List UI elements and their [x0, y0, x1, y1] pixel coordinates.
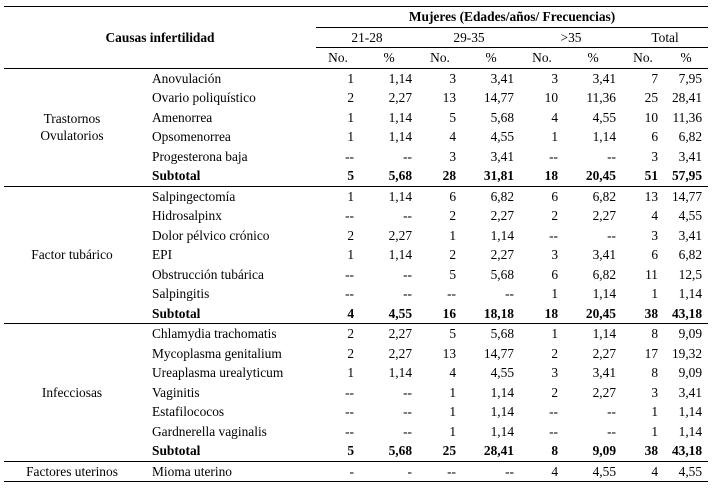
cause-name: Chlamydia trachomatis [152, 326, 277, 342]
percent-cell: 6,82 [592, 188, 617, 204]
count-cell: 4 [520, 461, 564, 482]
percent-cell: 1,14 [490, 227, 515, 243]
percent-cell: 5,68 [490, 109, 515, 125]
percent-cell: 1,14 [388, 129, 413, 145]
infertility-causes-table [4, 6, 708, 482]
count-cell: - [316, 461, 360, 482]
count-cell: 6 [551, 188, 559, 204]
count-cell: 2 [449, 208, 457, 224]
percent-header: % [564, 48, 622, 69]
count-cell: 5 [449, 326, 457, 342]
count-cell: 38 [622, 304, 664, 324]
percent-cell: 2,27 [388, 345, 413, 361]
count-cell: 3 [449, 148, 457, 164]
cause-name: Progesterona baja [152, 148, 248, 164]
count-cell: 1 [551, 129, 559, 145]
group-name: Infecciosas [41, 384, 103, 400]
count-cell: -- [549, 227, 559, 243]
count-cell: 1 [347, 109, 355, 125]
age-group-header: >35 [520, 27, 622, 48]
no-header: No. [418, 48, 462, 69]
count-cell: 2 [347, 90, 355, 106]
percent-header: % [664, 48, 708, 69]
count-cell: 10 [644, 109, 659, 125]
percent-cell: 1,14 [388, 70, 413, 86]
percent-cell: 5,68 [360, 166, 418, 186]
percent-cell: -- [607, 227, 617, 243]
table-row [4, 324, 708, 344]
count-cell: 6 [651, 247, 659, 263]
count-cell: 7 [651, 70, 659, 86]
count-cell: 13 [442, 345, 457, 361]
count-cell: 2 [347, 326, 355, 342]
percent-cell: -- [403, 404, 413, 420]
women-header: Mujeres (Edades/años/ Frecuencias) [316, 7, 708, 28]
percent-cell: 19,32 [671, 345, 703, 361]
cause-name: Subtotal [140, 304, 316, 324]
no-header: No. [622, 48, 664, 69]
count-cell: 3 [651, 384, 659, 400]
percent-cell: 20,45 [564, 304, 622, 324]
count-cell: 1 [551, 286, 559, 302]
group-name: Factores uterinos [26, 463, 118, 479]
count-cell: -- [549, 404, 559, 420]
percent-cell: 4,55 [592, 109, 617, 125]
percent-cell: 2,27 [388, 227, 413, 243]
count-cell: 3 [651, 148, 659, 164]
count-cell: 51 [622, 166, 664, 186]
count-cell: 11 [645, 266, 659, 282]
percent-cell: -- [607, 423, 617, 439]
percent-cell: 1,14 [388, 109, 413, 125]
percent-cell: -- [403, 286, 413, 302]
percent-cell: 3,41 [490, 70, 515, 86]
percent-cell: -- [403, 266, 413, 282]
count-cell: 1 [347, 365, 355, 381]
percent-cell: -- [403, 423, 413, 439]
cause-name: Vaginitis [152, 384, 200, 400]
table-row [4, 461, 708, 482]
count-cell: 1 [347, 247, 355, 263]
percent-cell: -- [607, 148, 617, 164]
count-cell: 4 [622, 461, 664, 482]
percent-cell: 57,95 [664, 166, 708, 186]
percent-cell: -- [403, 148, 413, 164]
causes-header: Causas infertilidad [4, 7, 316, 69]
percent-cell: 1,14 [388, 188, 413, 204]
percent-cell: 1,14 [678, 286, 703, 302]
count-cell: -- [549, 148, 559, 164]
percent-cell: 1,14 [490, 404, 515, 420]
cause-name: Mycoplasma genitalium [152, 345, 282, 361]
percent-cell: 1,14 [678, 423, 703, 439]
percent-cell: 3,41 [592, 247, 617, 263]
count-cell: 10 [544, 90, 559, 106]
count-cell: -- [345, 148, 355, 164]
count-cell: 4 [449, 129, 457, 145]
cause-name: Subtotal [140, 441, 316, 461]
count-cell: 1 [449, 423, 457, 439]
cause-name: Anovulación [152, 70, 222, 86]
count-cell: 17 [644, 345, 659, 361]
no-header: No. [316, 48, 360, 69]
percent-cell: 1,14 [388, 365, 413, 381]
count-cell: 5 [316, 166, 360, 186]
count-cell: 2 [347, 345, 355, 361]
count-cell: 16 [418, 304, 462, 324]
cause-name: Gardnerella vaginalis [152, 423, 267, 439]
count-cell: 4 [449, 365, 457, 381]
count-cell: 5 [316, 441, 360, 461]
table-row [4, 186, 708, 206]
percent-cell: 4,55 [490, 129, 515, 145]
count-cell: 5 [449, 266, 457, 282]
percent-cell: 6,82 [490, 188, 515, 204]
percent-cell: 14,77 [671, 188, 703, 204]
percent-cell: 1,14 [490, 423, 515, 439]
percent-cell: 2,27 [388, 326, 413, 342]
count-cell: -- [345, 286, 355, 302]
cause-name: Salpingitis [152, 286, 210, 302]
count-cell: -- [345, 384, 355, 400]
count-cell: 4 [316, 304, 360, 324]
count-cell: 5 [449, 109, 457, 125]
percent-cell: 1,14 [678, 404, 703, 420]
percent-cell: 6,82 [678, 129, 703, 145]
count-cell: 6 [551, 266, 559, 282]
percent-cell: 2,27 [592, 345, 617, 361]
percent-cell: 7,95 [678, 70, 703, 86]
cause-name: EPI [152, 247, 173, 263]
percent-cell: 43,18 [664, 304, 708, 324]
percent-cell: 2,27 [592, 208, 617, 224]
percent-header: % [462, 48, 520, 69]
percent-cell: 14,77 [483, 90, 515, 106]
cause-group-label [4, 68, 140, 186]
count-cell: 13 [442, 90, 457, 106]
count-cell: 2 [551, 208, 559, 224]
percent-cell: 43,18 [664, 441, 708, 461]
count-cell: 28 [418, 166, 462, 186]
count-cell: 1 [651, 423, 659, 439]
count-cell: 1 [449, 384, 457, 400]
percent-cell: -- [403, 384, 413, 400]
count-cell: -- [345, 404, 355, 420]
count-cell: 3 [551, 70, 559, 86]
percent-cell: 3,41 [592, 70, 617, 86]
count-cell: -- [345, 423, 355, 439]
cause-name: Obstrucción tubárica [152, 266, 264, 282]
count-cell: -- [418, 461, 462, 482]
age-group-header: 21-28 [316, 27, 418, 48]
count-cell: 3 [449, 70, 457, 86]
percent-cell: 9,09 [678, 326, 703, 342]
percent-cell: 1,14 [490, 384, 515, 400]
cause-name: Dolor pélvico crónico [152, 227, 270, 243]
percent-cell: 9,09 [678, 365, 703, 381]
count-cell: 3 [651, 227, 659, 243]
cause-name: Hidrosalpinx [152, 208, 222, 224]
percent-cell: 4,55 [678, 208, 703, 224]
table-body [4, 68, 708, 482]
percent-cell: 28,41 [462, 441, 520, 461]
percent-cell: 5,68 [360, 441, 418, 461]
percent-cell: 4,55 [664, 461, 708, 482]
cause-group-label [4, 461, 140, 482]
group-name: Ovulatorios [40, 128, 104, 143]
percent-cell: 5,68 [490, 326, 515, 342]
percent-cell: 2,27 [592, 384, 617, 400]
count-cell: 2 [347, 227, 355, 243]
count-cell: 8 [651, 365, 659, 381]
count-cell: 18 [520, 304, 564, 324]
percent-header: % [360, 48, 418, 69]
count-cell: 2 [551, 384, 559, 400]
count-cell: 1 [449, 227, 457, 243]
percent-cell: -- [403, 208, 413, 224]
count-cell: 1 [551, 326, 559, 342]
count-cell: -- [345, 208, 355, 224]
group-name: Factor tubárico [31, 247, 113, 263]
percent-cell: 11,36 [672, 109, 703, 125]
count-cell: 18 [520, 166, 564, 186]
count-cell: 1 [347, 70, 355, 86]
count-cell: 25 [418, 441, 462, 461]
group-name: Trastornos [43, 111, 101, 126]
percent-cell: 5,68 [490, 266, 515, 282]
percent-cell: 12,5 [678, 266, 703, 282]
count-cell: 25 [644, 90, 659, 106]
count-cell: 2 [551, 345, 559, 361]
percent-cell: 2,27 [490, 247, 515, 263]
percent-cell: 1,14 [592, 129, 617, 145]
cause-name: Amenorrea [152, 109, 213, 125]
count-cell: 6 [651, 129, 659, 145]
age-group-header: 29-35 [418, 27, 520, 48]
cause-group-label [4, 324, 140, 462]
percent-cell: 4,55 [490, 365, 515, 381]
percent-cell: -- [607, 404, 617, 420]
count-cell: 1 [347, 188, 355, 204]
cause-group-label [4, 186, 140, 324]
count-cell: 1 [651, 286, 659, 302]
cause-name: Estafilococos [152, 404, 225, 420]
count-cell: 3 [551, 247, 559, 263]
count-cell: 1 [651, 404, 659, 420]
cause-name: Subtotal [140, 166, 316, 186]
percent-cell: 3,41 [678, 148, 703, 164]
count-cell: 2 [449, 247, 457, 263]
count-cell: 8 [520, 441, 564, 461]
percent-cell: 3,41 [678, 227, 703, 243]
age-group-header: Total [622, 27, 708, 48]
table-row [4, 68, 708, 88]
percent-cell: 18,18 [462, 304, 520, 324]
cause-name: Mioma uterino [140, 461, 316, 482]
percent-cell: 6,82 [592, 266, 617, 282]
percent-cell: 4,55 [360, 304, 418, 324]
count-cell: 38 [622, 441, 664, 461]
count-cell: -- [345, 266, 355, 282]
count-cell: 1 [347, 129, 355, 145]
cause-name: Salpingectomía [152, 188, 236, 204]
count-cell: 13 [644, 188, 659, 204]
cause-name: Opsomenorrea [152, 129, 231, 145]
count-cell: 6 [449, 188, 457, 204]
count-cell: 4 [651, 208, 659, 224]
percent-cell: 14,77 [483, 345, 515, 361]
percent-cell: 2,27 [388, 90, 413, 106]
percent-cell: 1,14 [592, 286, 617, 302]
cause-name: Ovario poliquístico [152, 90, 256, 106]
percent-cell: -- [505, 286, 515, 302]
percent-cell: 2,27 [490, 208, 515, 224]
count-cell: 8 [651, 326, 659, 342]
count-cell: -- [447, 286, 457, 302]
percent-cell: 28,41 [671, 90, 703, 106]
percent-cell: 4,55 [564, 461, 622, 482]
percent-cell: 20,45 [564, 166, 622, 186]
count-cell: 1 [449, 404, 457, 420]
count-cell: -- [549, 423, 559, 439]
percent-cell: 3,41 [678, 384, 703, 400]
percent-cell: 31,81 [462, 166, 520, 186]
percent-cell: 1,14 [592, 326, 617, 342]
percent-cell: -- [462, 461, 520, 482]
percent-cell: 3,41 [592, 365, 617, 381]
percent-cell: 1,14 [388, 247, 413, 263]
no-header: No. [520, 48, 564, 69]
percent-cell: 9,09 [564, 441, 622, 461]
count-cell: 4 [551, 109, 559, 125]
percent-cell: 3,41 [490, 148, 515, 164]
percent-cell: 11,36 [586, 90, 617, 106]
count-cell: 3 [551, 365, 559, 381]
percent-cell: 6,82 [678, 247, 703, 263]
cause-name: Ureaplasma urealyticum [152, 365, 284, 381]
percent-cell: - [360, 461, 418, 482]
